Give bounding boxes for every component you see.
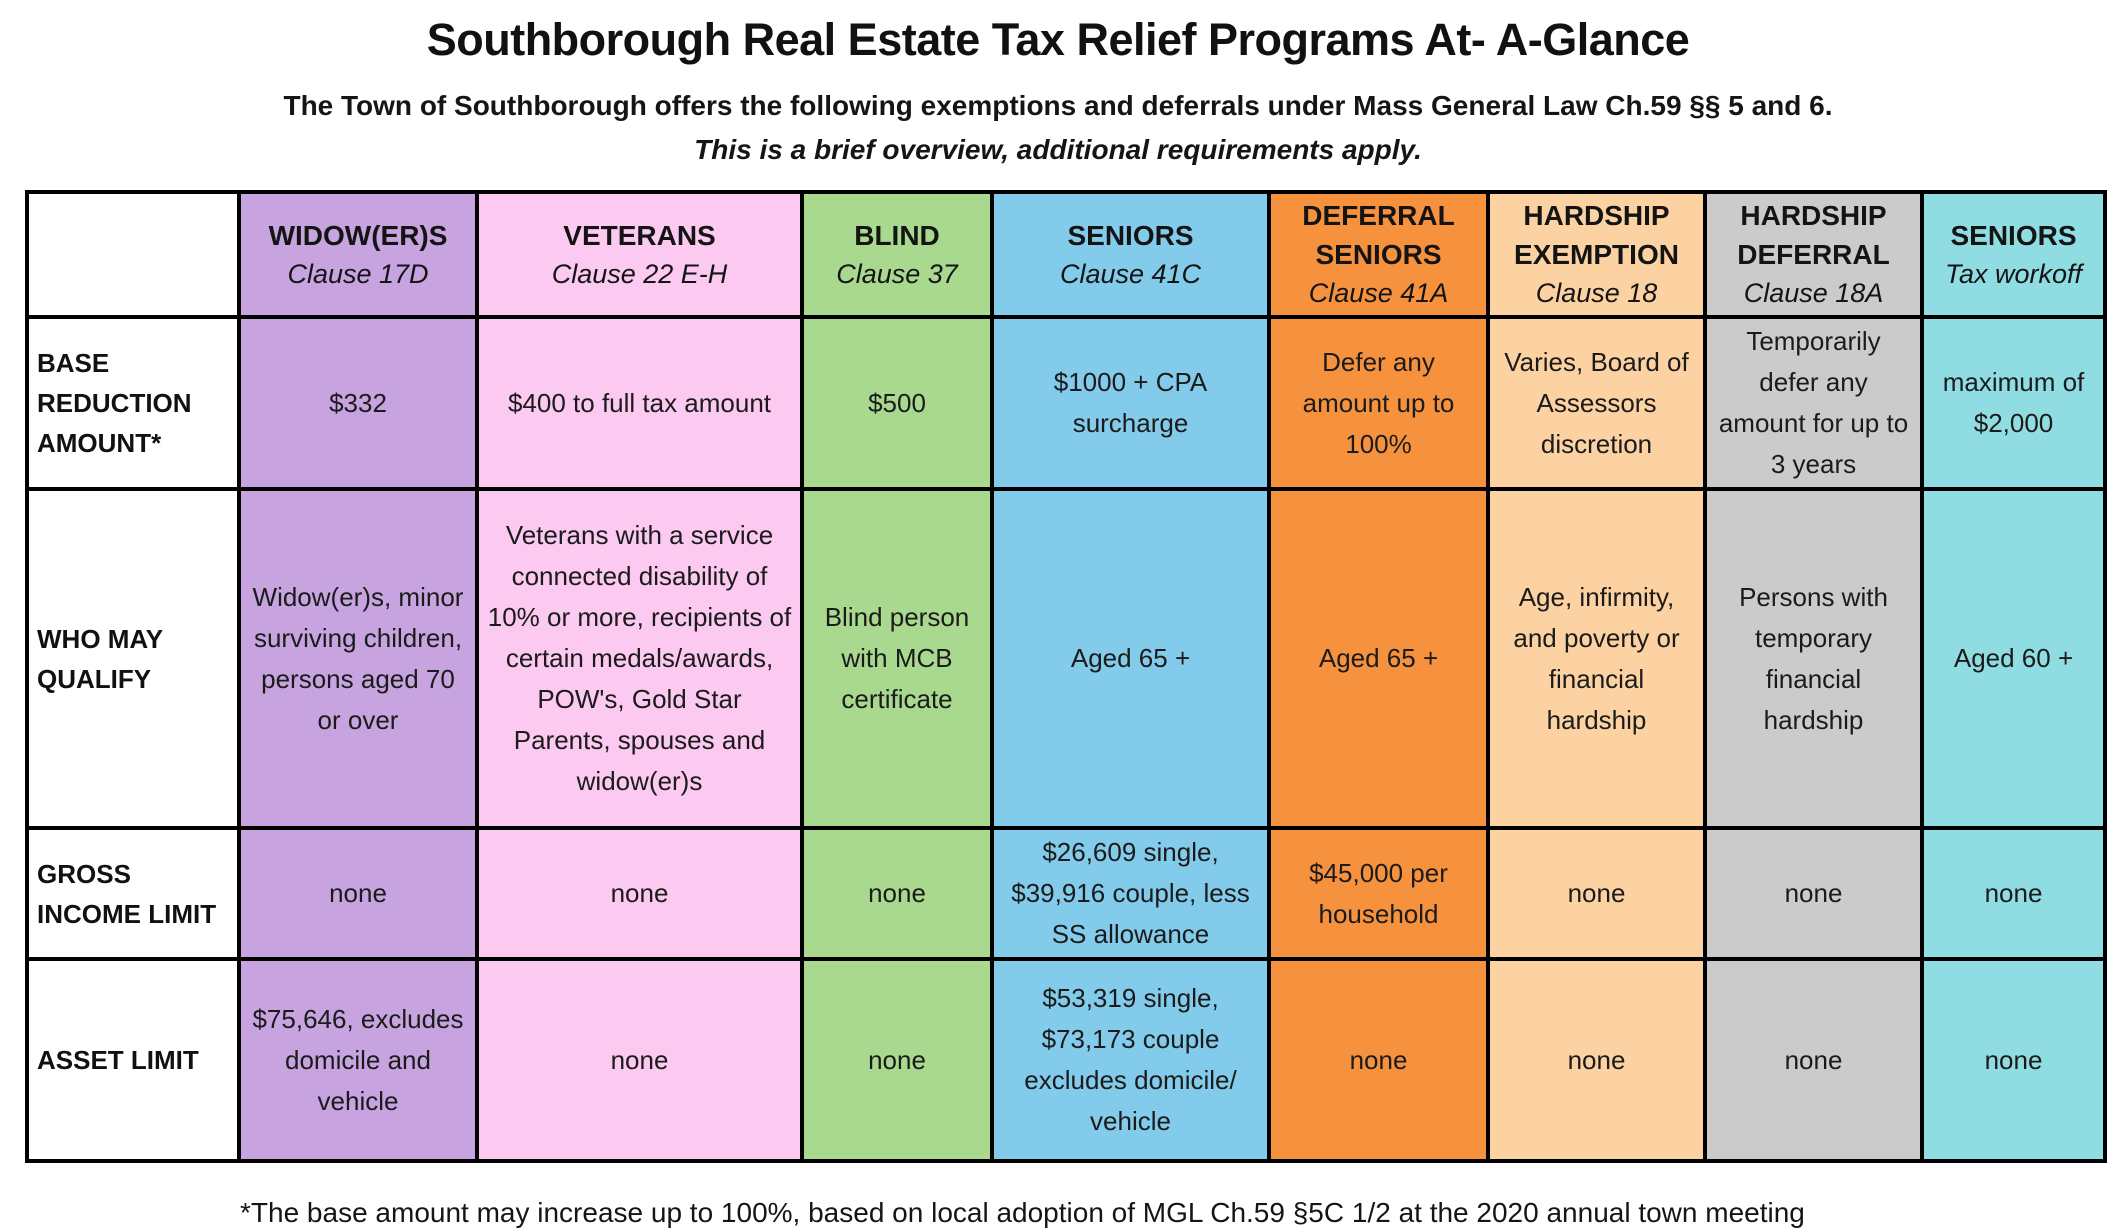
cell-hardship-deferral-income: none xyxy=(1705,828,1922,959)
cell-veterans-base: $400 to full tax amount xyxy=(477,317,802,489)
flyer-page xyxy=(0,14,2116,1226)
column-clause: Clause 37 xyxy=(836,258,958,289)
header-row xyxy=(27,192,2105,317)
row-header-gross-income: GROSS INCOME LIMIT xyxy=(27,828,239,959)
column-clause: Clause 18A xyxy=(1743,278,1884,308)
cell-widowers-asset: $75,646, excludes domicile and vehicle xyxy=(239,959,477,1161)
cell-blind-asset: none xyxy=(802,959,992,1161)
table-row-gross-income xyxy=(27,828,2105,959)
column-clause: Clause 41C xyxy=(1059,258,1202,289)
cell-seniors-workoff-qualify: Aged 60 + xyxy=(1922,489,2105,828)
cell-hardship-exemption-income: none xyxy=(1488,828,1705,959)
row-header-asset-limit: ASSET LIMIT xyxy=(27,959,239,1161)
cell-widowers-income: none xyxy=(239,828,477,959)
cell-widowers-base: $332 xyxy=(239,317,477,489)
column-clause: Clause 17D xyxy=(287,258,429,289)
column-header-deferral-seniors xyxy=(1269,192,1488,317)
cell-seniors-income: $26,609 single, $39,916 couple, less SS allowance xyxy=(992,828,1269,959)
column-title: VETERANS xyxy=(563,219,716,251)
column-title: SENIORS xyxy=(1067,219,1194,251)
cell-veterans-asset: none xyxy=(477,959,802,1161)
page-title: Southborough Real Estate Tax Relief Programs At- A-Glance xyxy=(426,14,1690,65)
column-title: DEFERRAL SENIORS xyxy=(1302,200,1455,270)
cell-seniors-workoff-base: maximum of $2,000 xyxy=(1922,317,2105,489)
cell-blind-base: $500 xyxy=(802,317,992,489)
column-clause: Clause 18 xyxy=(1535,278,1658,308)
column-title: HARDSHIP EXEMPTION xyxy=(1514,200,1679,270)
column-title: WIDOW(ER)S xyxy=(268,219,448,251)
cell-hardship-deferral-asset: none xyxy=(1705,959,1922,1161)
column-title: BLIND xyxy=(854,219,940,251)
cell-hardship-deferral-qualify: Persons with temporary financial hardship xyxy=(1705,489,1922,828)
row-header-base-reduction: BASE REDUCTION AMOUNT* xyxy=(27,317,239,489)
table-row-asset-limit xyxy=(27,959,2105,1161)
cell-deferral-seniors-qualify: Aged 65 + xyxy=(1269,489,1488,828)
column-clause: Clause 41A xyxy=(1308,278,1449,308)
cell-hardship-exemption-qualify: Age, infirmity, and poverty or financial hardship xyxy=(1488,489,1705,828)
cell-veterans-qualify: Veterans with a service connected disability of 10% or more, recipients of certain medals/awards, POW's, Gold Star Parents, spouses and widow(er)s xyxy=(477,489,802,828)
cell-hardship-exemption-base: Varies, Board of Assessors discretion xyxy=(1488,317,1705,489)
cell-seniors-qualify: Aged 65 + xyxy=(992,489,1269,828)
tax-relief-table xyxy=(25,190,2107,1163)
cell-widowers-qualify: Widow(er)s, minor surviving children, persons aged 70 or over xyxy=(239,489,477,828)
column-title: HARDSHIP DEFERRAL xyxy=(1737,200,1890,270)
cell-seniors-asset: $53,319 single, $73,173 couple excludes domicile/ vehicle xyxy=(992,959,1269,1161)
cell-blind-income: none xyxy=(802,828,992,959)
column-clause: Clause 22 E-H xyxy=(551,258,728,289)
column-header-widowers xyxy=(239,192,477,317)
column-header-blind xyxy=(802,192,992,317)
cell-veterans-income: none xyxy=(477,828,802,959)
subtitle: The Town of Southborough offers the following exemptions and deferrals under Mass General Law Ch.59 §§ 5 and 6. xyxy=(283,90,1833,121)
cell-deferral-seniors-income: $45,000 per household xyxy=(1269,828,1488,959)
column-clause: Tax workoff xyxy=(1944,258,2083,289)
cell-hardship-exemption-asset: none xyxy=(1488,959,1705,1161)
column-header-veterans xyxy=(477,192,802,317)
column-header-hardship-deferral xyxy=(1705,192,1922,317)
column-header-seniors-workoff xyxy=(1922,192,2105,317)
subtitle-note: This is a brief overview, additional requirements apply. xyxy=(694,134,1422,165)
column-title: SENIORS xyxy=(1950,219,2077,251)
cell-blind-qualify: Blind person with MCB certificate xyxy=(802,489,992,828)
column-header-hardship-exemption xyxy=(1488,192,1705,317)
row-header-who-may-qualify: WHO MAY QUALIFY xyxy=(27,489,239,828)
cell-seniors-workoff-income: none xyxy=(1922,828,2105,959)
footnote: *The base amount may increase up to 100%, based on local adoption of MGL Ch.59 §5C 1/2 at the 2020 annual town meeting xyxy=(240,1197,1805,1228)
cell-deferral-seniors-base: Defer any amount up to 100% xyxy=(1269,317,1488,489)
table-row-base-reduction xyxy=(27,317,2105,489)
column-header-seniors xyxy=(992,192,1269,317)
corner-spacer xyxy=(27,192,239,317)
table-row-who-may-qualify xyxy=(27,489,2105,828)
cell-deferral-seniors-asset: none xyxy=(1269,959,1488,1161)
cell-seniors-base: $1000 + CPA surcharge xyxy=(992,317,1269,489)
cell-hardship-deferral-base: Temporarily defer any amount for up to 3 years xyxy=(1705,317,1922,489)
cell-seniors-workoff-asset: none xyxy=(1922,959,2105,1161)
